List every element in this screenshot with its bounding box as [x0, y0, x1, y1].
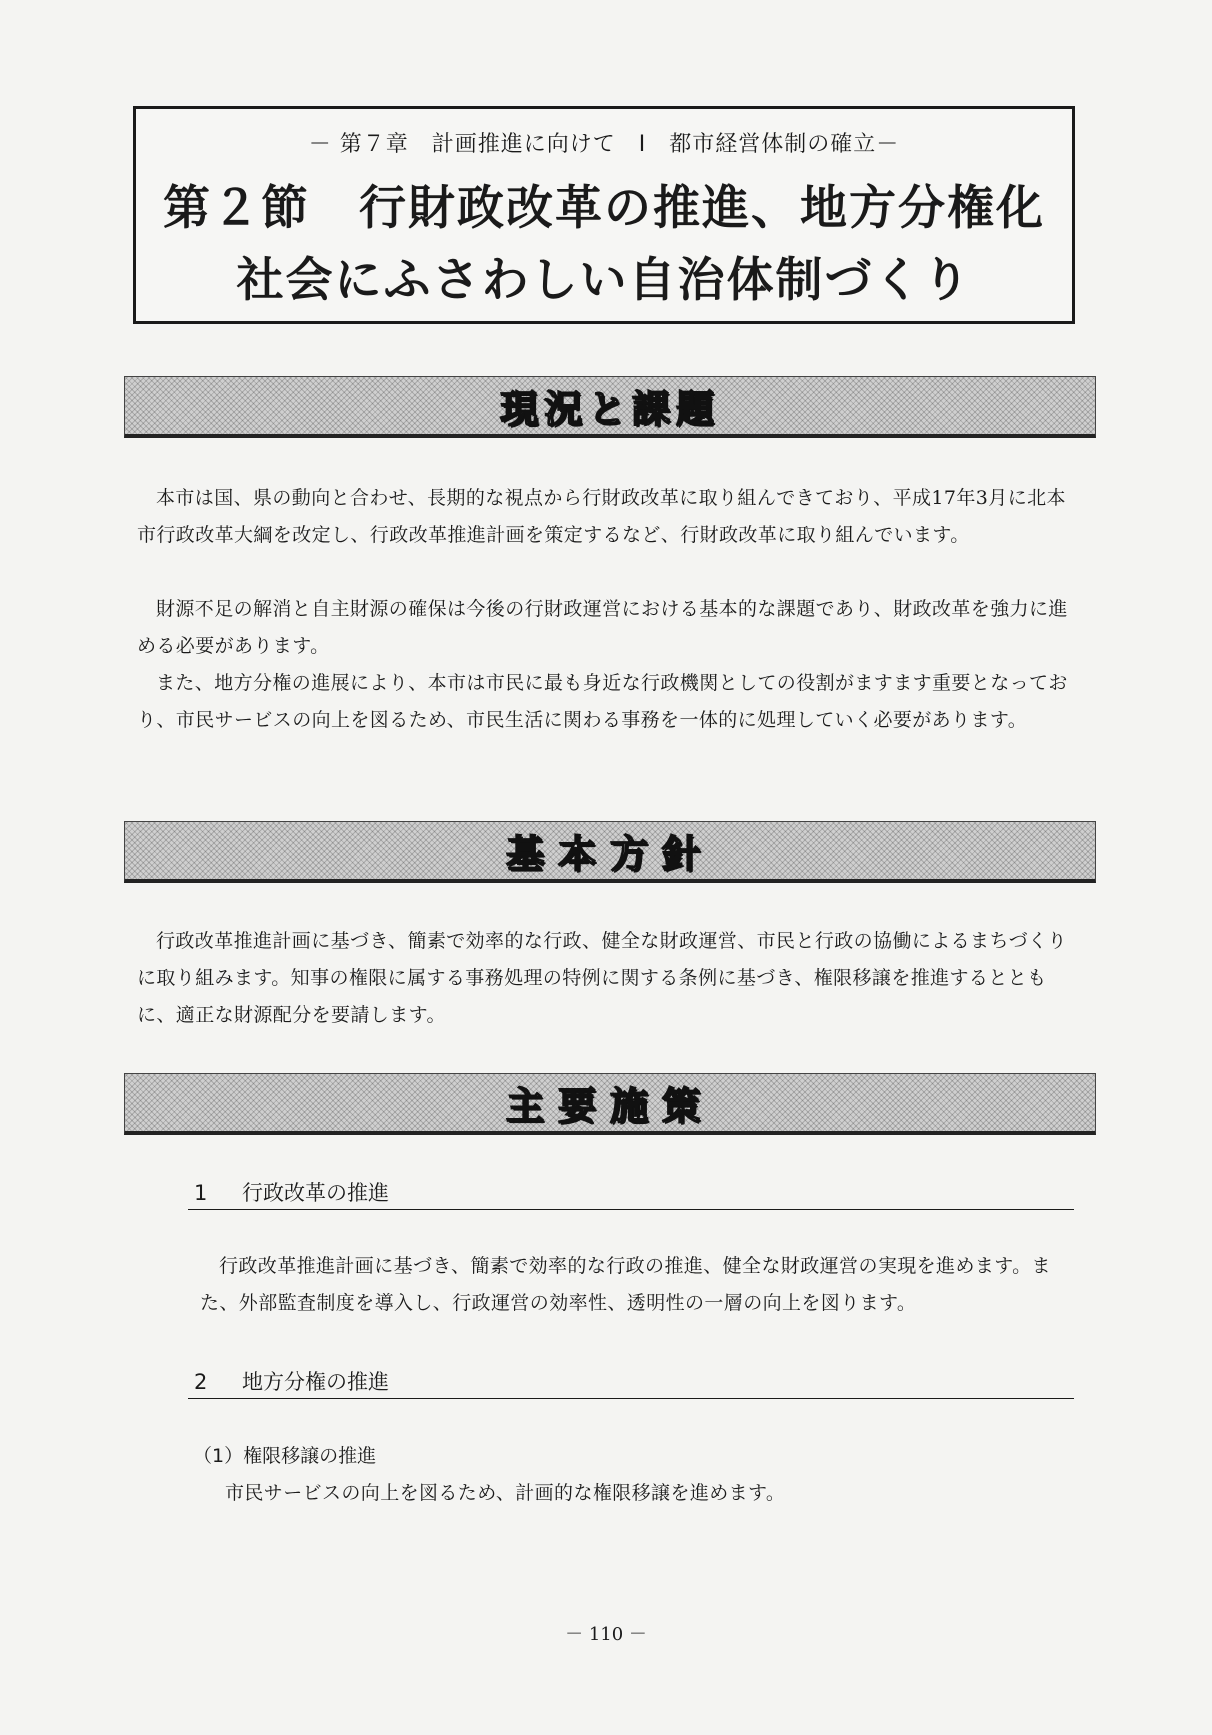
page-number: － 110 － [565, 1624, 647, 1645]
measure-2-1-body: 市民サービスの向上を図るため、計画的な権限移譲を進めます。 [225, 1482, 786, 1504]
heading-band-main-measures [124, 1073, 1096, 1135]
measure-2-heading [188, 1366, 1074, 1399]
measure-2-1-label: （1）権限移譲の推進 [193, 1445, 377, 1467]
current-status-paragraph-1: 本市は国、県の動向と合わせ、長期的な視点から行財政改革に取り組んできており、平成17年3月に北本市行政改革大綱を改定し、行政改革推進計画を策定するなど、行財政改革に取り組んでいます。 [137, 487, 1066, 546]
section-title-line1: 第２節 行財政改革の推進、地方分権化 [163, 181, 1045, 236]
measure-1-number: 1 [194, 1181, 208, 1205]
chapter-line: － 第７章 計画推進に向けて Ⅰ 都市経営体制の確立－ [308, 132, 900, 157]
measure-1-heading [188, 1177, 1074, 1210]
measure-2-number: 2 [194, 1370, 208, 1394]
heading-band-basic-policy [124, 821, 1096, 883]
measure-1-title: 行政改革の推進 [242, 1181, 389, 1205]
measure-1-body: 行政改革推進計画に基づき、簡素で効率的な行政の推進、健全な財政運営の実現を進めます。また、外部監査制度を導入し、行政運営の効率性、透明性の一層の向上を図ります。 [200, 1255, 1051, 1314]
heading-band-current-status [124, 376, 1096, 438]
chapter-title-box [133, 106, 1075, 324]
heading-current-status: 現況と課題 [499, 387, 720, 431]
heading-basic-policy: 基本方針 [505, 832, 714, 876]
section-title-line2: 社会にふさわしい自治体制づくり [236, 253, 972, 308]
measure-2-title: 地方分権の推進 [242, 1370, 389, 1394]
current-status-paragraph-3: また、地方分権の進展により、本市は市民に最も身近な行政機関としての役割がますます重要となっており、市民サービスの向上を図るため、市民生活に関わる事務を一体的に処理していく必要があります。 [137, 672, 1068, 731]
basic-policy-paragraph: 行政改革推進計画に基づき、簡素で効率的な行政、健全な財政運営、市民と行政の協働によるまちづくりに取り組みます。知事の権限に属する事務処理の特例に関する条例に基づき、権限移譲を推進するとともに、適正な財源配分を要請します。 [137, 930, 1067, 1026]
current-status-paragraph-2: 財源不足の解消と自主財源の確保は今後の行財政運営における基本的な課題であり、財政改革を強力に進める必要があります。 [137, 598, 1068, 657]
heading-main-measures: 主要施策 [505, 1084, 714, 1128]
